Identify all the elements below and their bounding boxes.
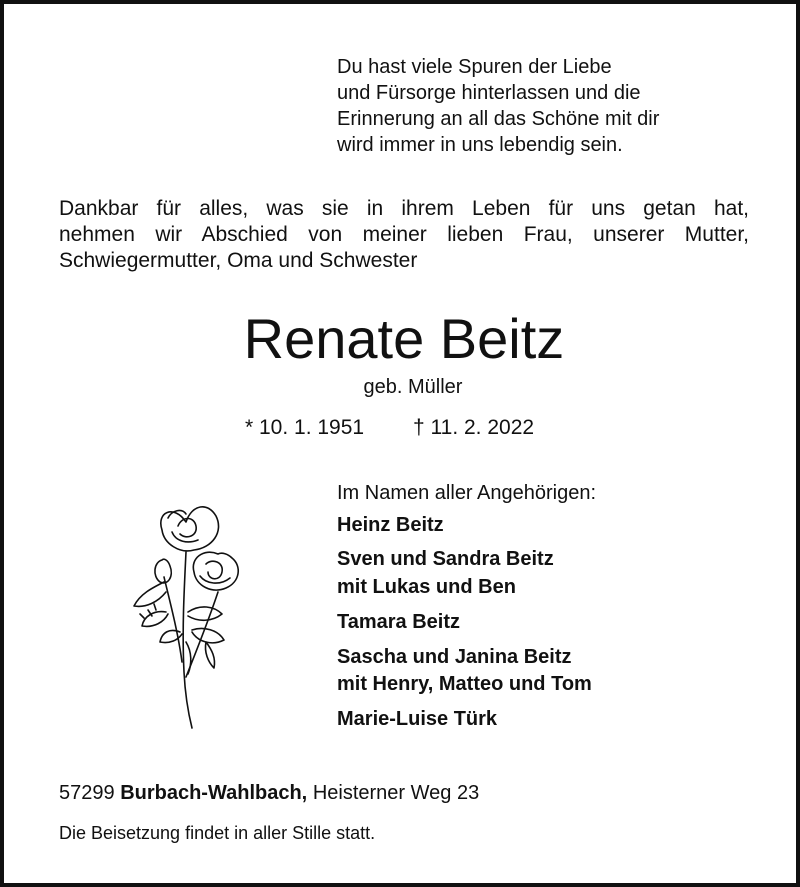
address-city: Burbach-Wahlbach, — [120, 782, 308, 804]
poem-line: Erinnerung an all das Schöne mit dir — [337, 108, 660, 130]
birth-date: * 10. 1. 1951 — [245, 416, 365, 439]
intro-text — [59, 196, 749, 274]
family-member: Sven und Sandra Beitz — [337, 548, 554, 570]
deceased-name: Renate Beitz — [243, 307, 565, 370]
intro-line: nehmen wir Abschied von meiner lieben Frau, unserer Mutter, — [59, 223, 749, 246]
family-intro: Im Namen aller Angehörigen: — [337, 482, 597, 504]
intro-line: Schwiegermutter, Oma und Schwester — [59, 249, 418, 272]
poem-line: Du hast viele Spuren der Liebe — [337, 56, 612, 78]
family-member: Marie-Luise Türk — [337, 708, 498, 730]
family-member: Tamara Beitz — [337, 611, 461, 633]
family-member: mit Lukas und Ben — [337, 576, 516, 598]
maiden-name: geb. Müller — [363, 376, 463, 398]
rose-icon — [126, 492, 246, 732]
intro-line: Dankbar für alles, was sie in ihrem Leben für uns getan hat, — [59, 197, 749, 220]
address-street: Heisterner Weg 23 — [312, 782, 480, 804]
family-member: mit Henry, Matteo und Tom — [337, 673, 592, 695]
family-member: Heinz Beitz — [337, 514, 444, 536]
family-member: Sascha und Janina Beitz — [337, 646, 572, 668]
address — [59, 779, 479, 807]
funeral-notice: Die Beisetzung findet in aller Stille statt. — [59, 823, 376, 843]
poem — [337, 54, 659, 158]
death-date: † 11. 2. 2022 — [413, 416, 535, 439]
poem-line: und Fürsorge hinterlassen und die — [337, 82, 641, 104]
poem-line: wird immer in uns lebendig sein. — [337, 134, 623, 156]
address-zip: 57299 — [59, 782, 115, 804]
